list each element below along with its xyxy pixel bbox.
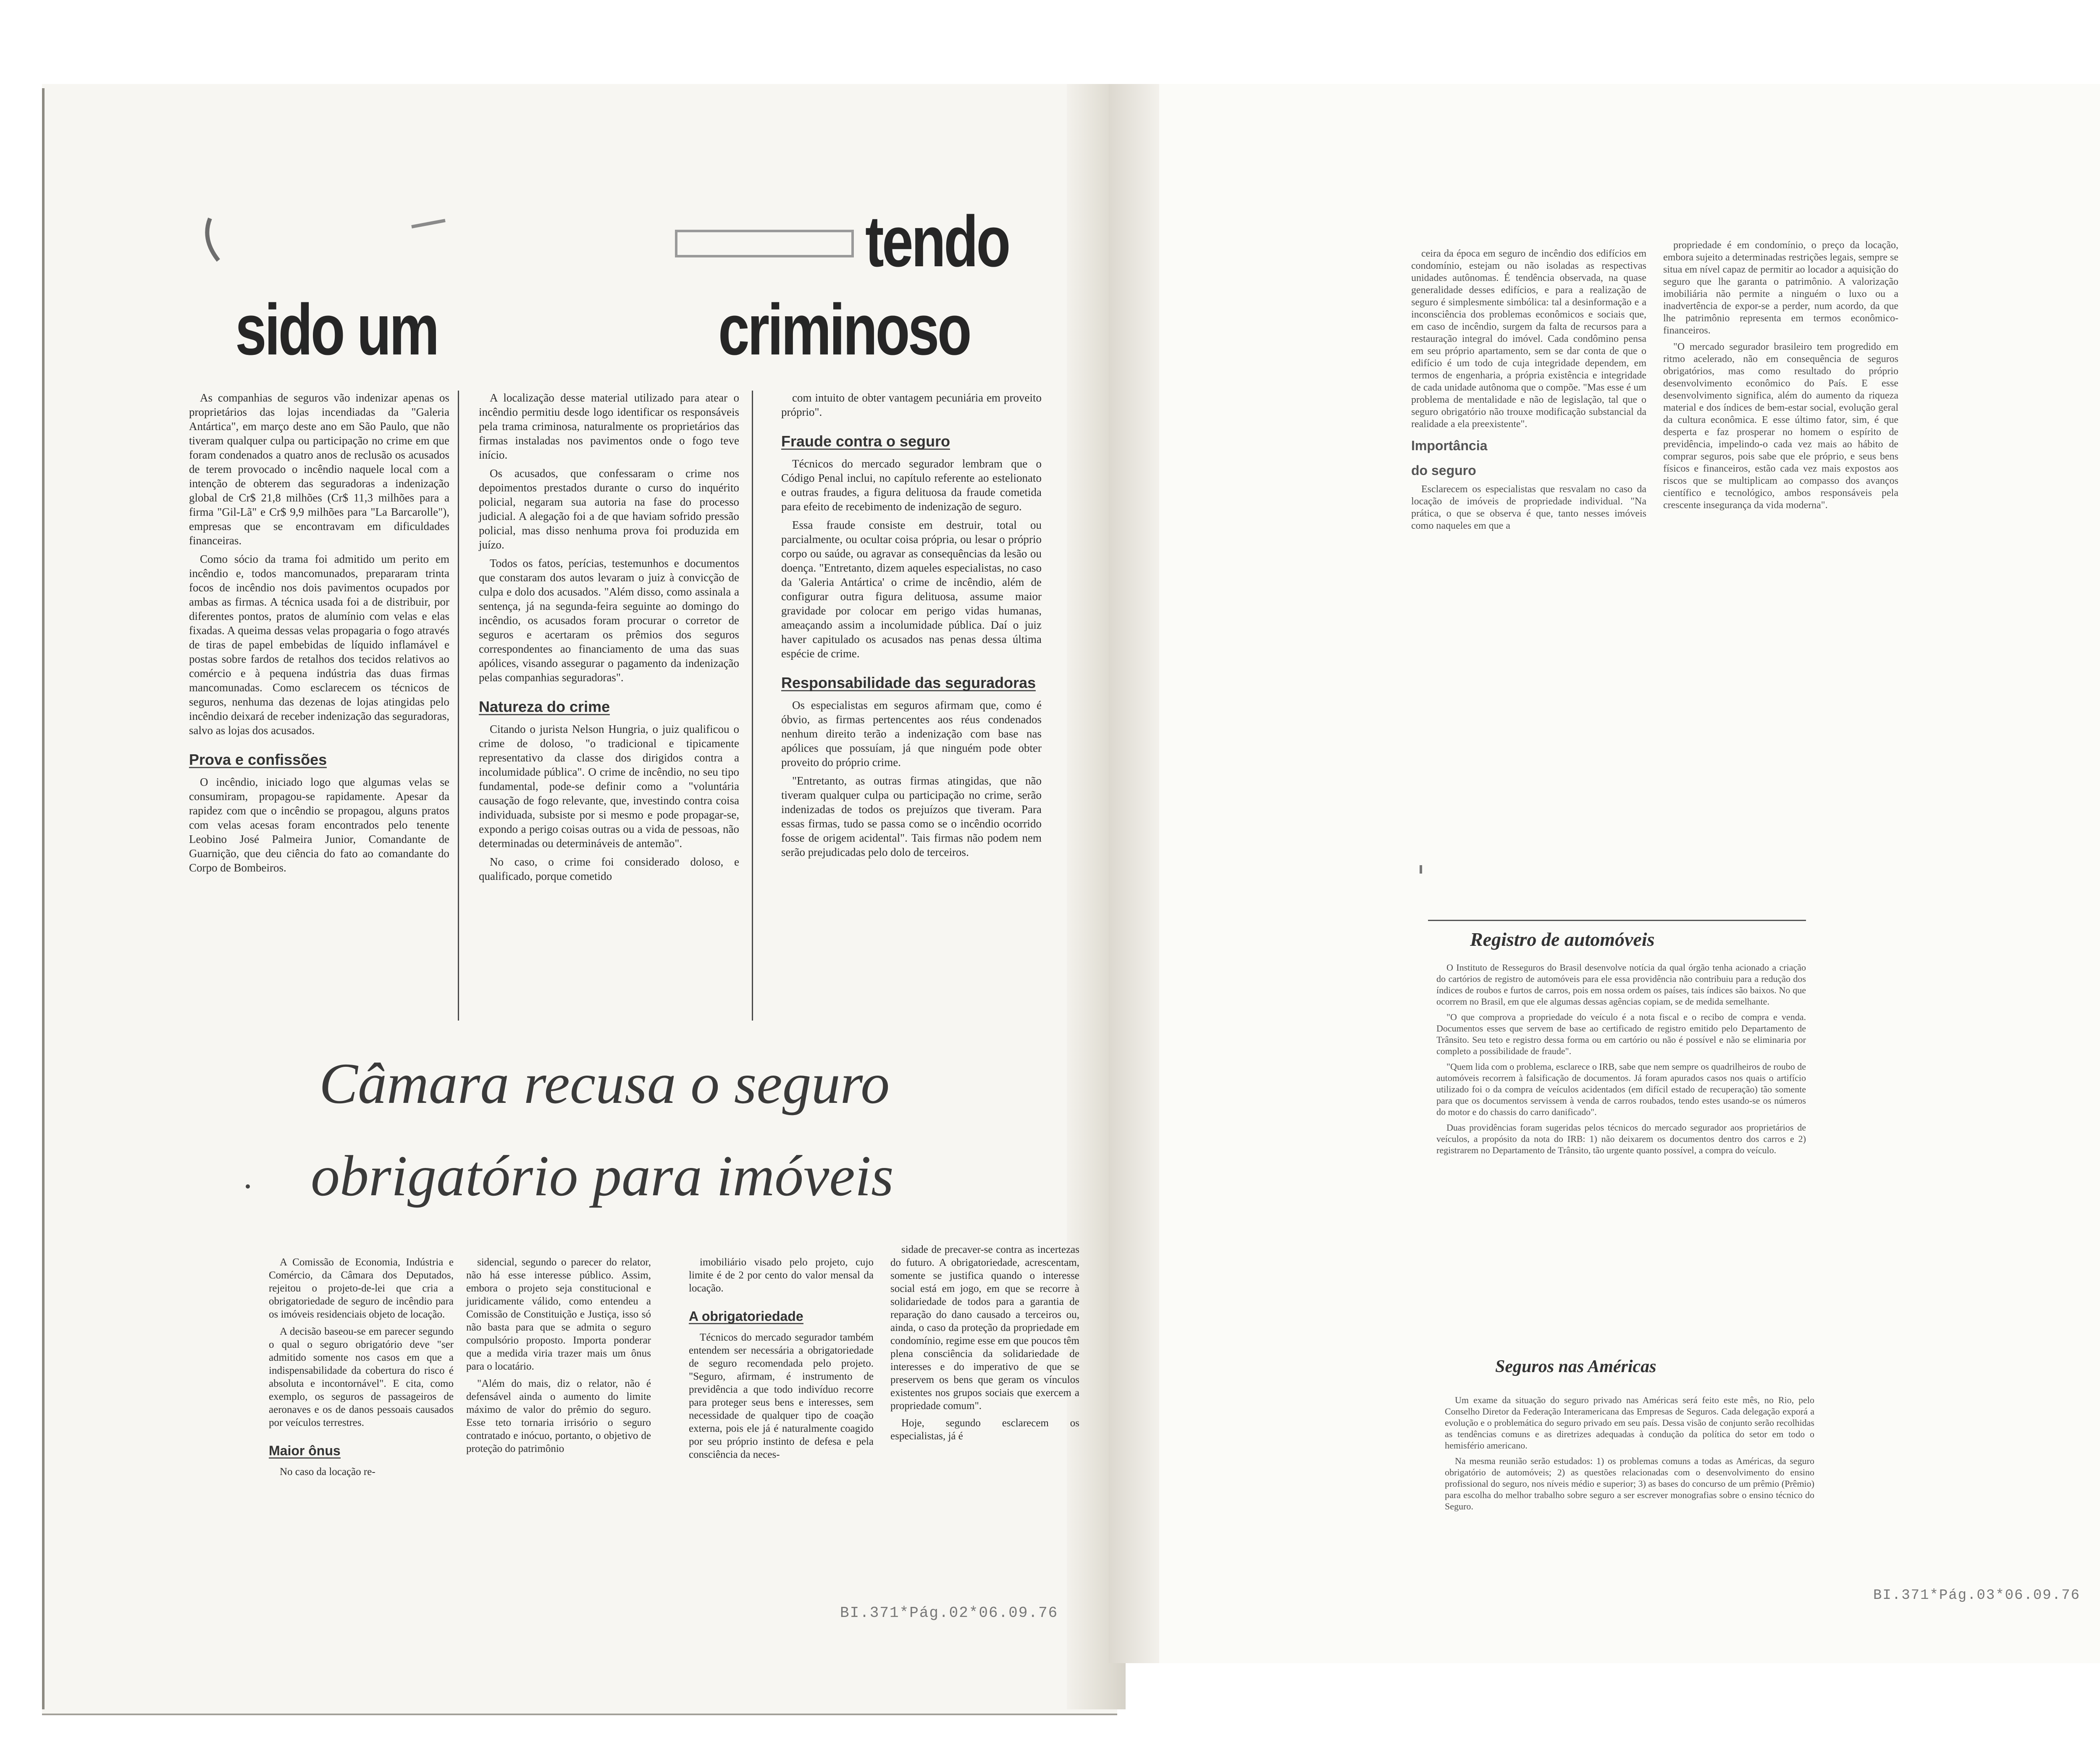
paragraph: "Além do mais, diz o relator, não é defensável ainda o aumento do limite máximo de valor do prêmio do seguro. Esse teto tornaria irrisório o seguro contratado e inócuo, portanto, o objetivo de proteção do patrimônio	[466, 1378, 651, 1454]
subhead-maior-onus: Maior ônus	[269, 1443, 341, 1458]
article-column-2	[479, 391, 739, 1021]
headline-line2b: criminoso	[718, 289, 970, 370]
right-column-b	[1663, 239, 1898, 794]
page-footer-right: BI.371*Pág.03*06.09.76	[1873, 1588, 2080, 1604]
paragraph: sidencial, segundo o parecer do relator, não há esse interesse público. Assim, embora o projeto seja constitucional e juridicamente válido, como entendeu a Comissão de Constituição e Justiça, isso só não basta para que se admita o seguro compulsório proposto. Importa ponderar que a medida viria trazer mais um ônus para o locatário.	[466, 1257, 651, 1372]
bottom-column-1	[269, 1256, 454, 1558]
column-rule	[458, 391, 459, 1021]
subhead-line: do seguro	[1411, 463, 1476, 478]
paragraph: Técnicos do mercado segurador também entendem ser necessária a obrigatoriedade de seguro recomendada pelo projeto. "Seguro, afirmam, é instrumento de previdência a que todo indivíduo recorre para proteger seus bens e interesses, sem necessidade de qualquer tipo de coação externa, pois ele já é naturalmente coagido por seu próprio instinto de defesa e pela consciência da neces-	[689, 1332, 874, 1460]
right-column-a	[1411, 248, 1646, 815]
page-footer-left: BI.371*Pág.02*06.09.76	[840, 1604, 1058, 1622]
subhead-importancia	[1411, 440, 1646, 477]
paragraph: As companhias de seguros vão indenizar apenas os proprietários das lojas incendiadas da "Galeria Antártica", em março deste ano em São Paulo, que não tiveram qualquer culpa ou participação no crime em que foram condenados a quatro anos de reclusão os acusados de terem provocado o incêndio naquele local com a intenção de obterem das seguradoras a indenização global de Cr$ 21,8 milhões (Cr$ 11,3 milhões para a firma "Gil-Lã" e Cr$ 9,9 milhões para "La Barcarolle"), empresas que se encontravam em dificuldades financeiras.	[189, 391, 449, 547]
headline-line1: tendo	[865, 201, 1009, 282]
subhead-natureza: Natureza do crime	[479, 698, 610, 715]
box-title-registro: Registro de automóveis	[1470, 929, 1655, 950]
paragraph: com intuito de obter vantagem pecuniária em proveito próprio".	[781, 391, 1042, 418]
paragraph: Os especialistas em seguros afirmam que, como é óbvio, as firmas pertencentes aos réus condenados nenhum direito terão a indenização com base nas apólices que possuíam, já que ninguém pode obter proveito do próprio crime.	[781, 699, 1042, 769]
paragraph: Duas providências foram sugeridas pelos técnicos do mercado segurador aos proprietários de veículos, a propósito da nota do IRB: 1) não deixarem os documentos dentro dos carros e 2) registrarem no Departamento de Trânsito, tão urgente quanto possível, a compra do veículo.	[1436, 1122, 1806, 1155]
second-headline-line1: Câmara recusa o seguro	[319, 1051, 890, 1115]
bottom-column-2	[466, 1256, 651, 1558]
paragraph: A decisão baseou-se em parecer segundo o qual o seguro obrigatório deve "ser admitido somente nos casos em que a indispensabilidade da cobertura do risco é absoluta e incontornável". E cita, como exemplo, os seguros de passageiros de aeronaves e os de danos pessoais causados por veículos terrestres.	[269, 1326, 454, 1428]
paragraph: "O mercado segurador brasileiro tem progredido em ritmo acelerado, não em consequência de seguros obrigatórios, mas como resultado do próprio desenvolvimento econômico do País. E esse desenvolvimento significa, além do aumento da riqueza material e dos índices de bem-estar social, evolução geral da cultura econômica. E esse último fator, sim, é que desperta e faz prosperar no homem o espírito de previdência, impelindo-o cada vez mais ao hábito de comprar seguros, pois sabe que ele próprio, e seus bens físicos e financeiros, estão cada vez mais expostos aos riscos que se multiplicam ao compasso dos avanços científico e tecnológico, ambos responsáveis pela crescente insegurança da vida moderna".	[1663, 341, 1898, 511]
subhead-line: Importância	[1411, 438, 1488, 453]
paragraph: A localização desse material utilizado para atear o incêndio permitiu desde logo identificar os responsáveis pela trama criminosa, naturalmente os proprietários das firmas instaladas nos pavimentos onde o fogo teve início.	[479, 391, 739, 461]
paragraph: Citando o jurista Nelson Hungria, o juiz qualificou o crime de doloso, "o tradicional e tipicamente representativo da classe dos dirigidos contra a incolumidade pública". O crime de incêndio, no seu tipo fundamental, pode-se definir como a "voluntária causação de fogo relevante, que, investindo contra coisa individuada, subsiste por si mesmo e pode propagar-se, expondo a perigo coisas outras ou a vida de pessoas, não determinadas ou determináveis de antemão".	[479, 723, 739, 850]
headline-line2a: sido um	[235, 289, 438, 370]
second-headline-line2: obrigatório para imóveis	[311, 1144, 894, 1208]
bottom-column-3	[689, 1256, 874, 1558]
box-americas-body	[1445, 1394, 1814, 1630]
box-title-americas: Seguros nas Américas	[1495, 1357, 1656, 1376]
paragraph: Na mesma reunião serão estudados: 1) os problemas comuns a todas as Américas, da seguro obrigatório de automóveis; 2) as questões relacionadas com o desenvolvimento do ensino profissional do seguro, nos níveis médio e superior; 3) as bases do concurso de um prêmio (Prêmio) para escolha do melhor trabalho sobre seguro a ser escrever monografias sobre o ensino técnico do Seguro.	[1445, 1456, 1814, 1512]
paragraph: No caso da locação re-	[280, 1466, 375, 1478]
paragraph: Um exame da situação do seguro privado nas Américas será feito este mês, no Rio, pelo Conselho Diretor da Federação Interamericana das Empresas de Seguros. Cada delegação exporá a evolução e o problemática do seguro privado em seu país. Dessa visão de conjunto serão recolhidas as tendências comuns e as diretrizes adequadas à condução da política do setor em todo o hemisfério americano.	[1445, 1395, 1814, 1451]
paragraph: A Comissão de Economia, Indústria e Comércio, da Câmara dos Deputados, rejeitou o projeto-de-lei que cria a obrigatoriedade de seguro de incêndio para os imóveis residenciais objeto de locação.	[269, 1257, 454, 1320]
paragraph: O Instituto de Resseguros do Brasil desenvolve notícia da qual órgão tenha acionado a criação do cartórios de registro de automóveis para ele essa providência não contribuiu para a redução dos índices de roubos e furtos de carros, pois em nossa ordem os países, tais índices são baixos. No que ocorrem no Brasil, em que ele algumas dessas agências copiam, se de medida semelhante.	[1436, 962, 1806, 1007]
paragraph: O incêndio, iniciado logo que algumas velas se consumiram, propagou-se rapidamente. Apesar da rapidez com que o incêndio se propagou, alguns pratos com velas acesas foram encontrados pelo tenente Leobino José Palmeira Junior, Comandante de Guarnição, que deu ciência do fato ao comandante do Corpo de Bombeiros.	[189, 776, 449, 874]
paragraph: propriedade é em condomínio, o preço da locação, embora sujeito a determinadas restrições legais, sempre se situa em nível capaz de permitir ao locador a aquisição do seguro que lhe garanta o patrimônio. A valorização imobiliária não permite a ninguém o luxo ou a inadvertência de expor-se a perder, num acordo, da que lhe patrimônio representa em termos econômico-financeiros.	[1663, 240, 1898, 336]
paragraph: Todos os fatos, perícias, testemunhos e documentos que constaram dos autos levaram o juiz à convicção de culpa e dolo dos acusados. "Além disso, como assinala a sentença, já na segunda-feira seguinte ao domingo do incêndio, os acusados foram procurar o corretor de seguros e acertaram os prêmios dos seguros correspondentes ao financiamento de uma das suas apólices, visando assegurar o pagamento da indenização pelas companhias seguradoras".	[479, 557, 739, 684]
box-registro-body	[1436, 962, 1806, 1289]
paragraph: Essa fraude consiste em destruir, total ou parcialmente, ou ocultar coisa própria, ou lesar o próprio corpo ou saúde, ou agravar as consequências da lesão ou doença. "Entretanto, dizem aqueles especialistas, no caso da 'Galeria Antártica' o crime de incêndio, além de configurar outra figura delituosa, assume maior gravidade por colocar em perigo vidas humanas, ameaçando assim a incolumidade pública. Daí o juiz haver capitulado os acusados nas penas dessa última espécie de crime.	[781, 519, 1042, 660]
paragraph: Os acusados, que confessaram o crime nos depoimentos prestados durante o curso do inquérito policial, negaram sua autoria na fase do processo judicial. A alegação foi a de que haviam sofrido pressão policial, mas disso nenhuma prova foi produzida em juízo.	[479, 467, 739, 551]
paragraph: Hoje, segundo esclarecem os especialistas, já é	[890, 1417, 1079, 1442]
bottom-column-4	[890, 1243, 1079, 1562]
headline-damaged-fragment	[193, 206, 865, 269]
subhead-obrigatoriedade: A obrigatoriedade	[689, 1309, 803, 1324]
box-separator	[1428, 920, 1806, 921]
paragraph: "Quem lida com o problema, esclarece o IRB, sabe que nem sempre os quadrilheiros de roubo de automóveis recorrem à falsificação de documentos. Já foram apurados casos nos quais o artifício utilizado foi o da compra de veículos acidentados (em difícil estado de recuperação) tão somente para que os documentos servissem à venda de carros roubados, tendo estes usando-se os números do motor e do chassis do carro danificado".	[1436, 1061, 1806, 1117]
paragraph: Como sócio da trama foi admitido um perito em incêndio e, todos mancomunados, prepararam trinta focos de incêndio nos dois pavimentos ocupados por ambas as firmas. A técnica usada foi a de distribuir, por diferentes pontos, pratos de alumínio com velas e elas fixadas. A queima dessas velas propagaria o fogo através de tiras de papel embebidas de líquido inflamável e postas sobre fardos de retalhos dos tecidos relativos ao comércio e à pequena indústria das duas firmas mancomunadas. Como esclarecem os técnicos de seguros, nenhuma das dezenas de lojas atingidas pelo incêndio deixará de receber indenização das seguradoras, salvo as lojas dos acusados.	[189, 553, 449, 737]
column-rule	[752, 391, 753, 1021]
subhead-prova: Prova e confissões	[189, 751, 327, 768]
paragraph: imobiliário visado pelo projeto, cujo limite é de 2 por cento do valor mensal da locação.	[689, 1257, 874, 1294]
paragraph: Técnicos do mercado segurador lembram que o Código Penal inclui, no capítulo referente ao estelionato e outras fraudes, a figura delituosa da fraude cometida para efeito de recebimento de indenização de seguro.	[781, 457, 1042, 513]
paragraph: "Entretanto, as outras firmas atingidas, que não tiveram qualquer culpa ou participação no crime, serão indenizadas de todos os prejuízos que tiveram. Para essas firmas, tudo se passa como se o incêndio ocorrido fosse de origem acidental". Tais firmas não podem nem serão prejudicadas pelo dolo de terceiros.	[781, 774, 1042, 858]
article-column-1	[189, 391, 449, 987]
ink-dot	[246, 1184, 250, 1189]
paragraph: Esclarecem os especialistas que resvalam no caso da locação de imóveis de propriedade individual. "Na prática, o que se observa é que, tanto nesses imóveis como naqueles em que a	[1411, 484, 1646, 531]
left-page-bottom-edge	[42, 1714, 1117, 1715]
left-page-edge	[42, 88, 45, 1709]
paragraph: "O que comprova a propriedade do veículo é a nota fiscal e o recibo de compra e venda. Documentos esses que servem de base ao certificado de registro emitido pelo Departamento de Trânsito. Seu teto e registro dessa forma ou em cartório ou não é possível e não se eliminaria por completo a possibilidade de fraude".	[1436, 1012, 1806, 1056]
ink-mark	[1420, 865, 1422, 874]
paragraph: ceira da época em seguro de incêndio dos edifícios em condomínio, estejam ou não isoladas as respectivas unidades autônomas. É tendência observada, na quase generalidade desses edifícios, e para a realização de seguro é simplesmente simbólica: tal a desinformação e a inconsciência dos problemas econômicos e sociais que, em caso de incêndio, surgem da falta de recursos para a restauração integral do imóvel. Cada condômino pensa em seu próprio apartamento, sem se dar conta de que o edifício é um todo de cuja integridade dependem, em termos de engenharia, a própria existência e integridade de cada unidade autônoma que o compõe. "Mas esse é um problema de mentalidade e não de legislação, tal que o seguro obrigatório não trouxe modificação substancial da realidade a ela preexistente".	[1411, 248, 1646, 430]
article-column-3	[781, 391, 1042, 1021]
subhead-fraude: Fraude contra o seguro	[781, 433, 950, 450]
subhead-responsabilidade: Responsabilidade das seguradoras	[781, 674, 1036, 691]
page-gutter-shadow-right	[1109, 84, 1159, 1663]
paragraph: sidade de precaver-se contra as incertezas do futuro. A obrigatoriedade, acrescentam, somente se justifica quando o interesse social está em jogo, em que se recorre à solidariedade de todos para a garantia de reparação do dano causado a terceiros ou, ainda, o caso da proteção da propriedade em condomínio, regime esse em que poucos têm plena consciência da solidariedade de interesses e do imperativo de que se preservem os bens que geram os vínculos existentes nos grupos sociais que exercem a propriedade comum".	[890, 1244, 1079, 1412]
paragraph: No caso, o crime foi considerado doloso, e qualificado, porque cometido	[479, 856, 739, 882]
